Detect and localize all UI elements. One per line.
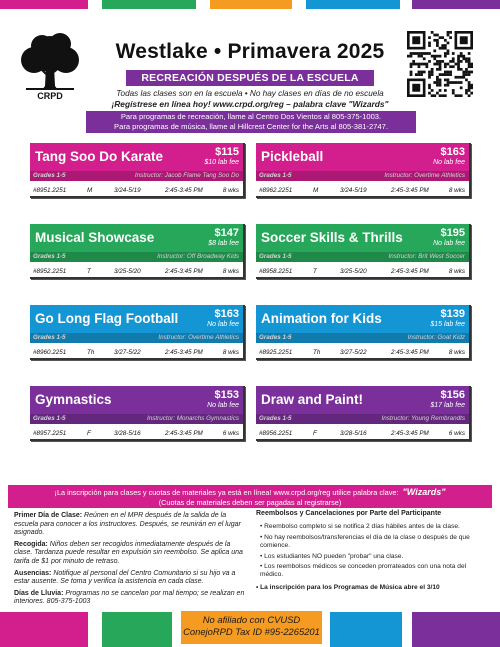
schedule-note: Todas las clases son en la escuela • No hay clases en días de no escuela xyxy=(116,89,384,98)
lab-fee: $17 lab fee xyxy=(430,402,465,409)
refund-item: • Reembolso completo si se notifica 2 días hábiles antes de la clase. xyxy=(260,523,460,531)
card-subheader xyxy=(30,252,243,262)
class-name: Soccer Skills & Thrills xyxy=(261,230,403,245)
card-header xyxy=(256,224,469,252)
card-subheader xyxy=(30,333,243,343)
page-title: Westlake • Primavera 2025 xyxy=(115,40,385,63)
instructor: Instructor: Overtime Athletics xyxy=(384,172,465,179)
bottom-color-bar-green xyxy=(102,612,172,647)
top-color-bar-purple xyxy=(412,0,500,9)
lab-fee: No lab fee xyxy=(433,159,465,166)
bottom-color-bar-magenta xyxy=(0,612,88,647)
logo-text: CRPD xyxy=(37,91,63,101)
rain-text: Programas no se cancelan por mal tiempo; se realizan en interiores. 805-375-1003 xyxy=(14,589,245,606)
class-card xyxy=(30,305,245,360)
card-header xyxy=(30,224,243,252)
first-day-label: Primer Día de Clase: xyxy=(14,512,83,519)
class-weeks: 8 wks xyxy=(222,268,239,275)
card-subheader xyxy=(30,414,243,424)
lab-fee: $15 lab fee xyxy=(430,321,465,328)
class-card xyxy=(256,305,471,360)
materials-note: (Cuotas de materiales deben ser pagadas al registrarse) xyxy=(158,498,342,507)
first-day-text: Reúnen en el MPR después de la salida de la escuela para conocer a los instructores. Después, se reunirán en el lugar asignado. xyxy=(14,512,241,537)
class-weeks: 6 wks xyxy=(222,430,239,437)
class-name: Gymnastics xyxy=(35,392,112,407)
class-weeks: 6 wks xyxy=(448,430,465,437)
music-registration-note: • La inscripción para los Programas de Música abre el 3/10 xyxy=(256,583,440,591)
class-name: Tang Soo Do Karate xyxy=(35,149,164,164)
class-day: T xyxy=(87,268,91,275)
grades: Grades 1-5 xyxy=(33,415,66,422)
class-weeks: 8 wks xyxy=(222,187,239,194)
class-time: 2:45-3:45 PM xyxy=(165,430,203,437)
lab-fee: No lab fee xyxy=(207,402,239,409)
card-subheader xyxy=(256,333,469,343)
class-code: #8958.2251 xyxy=(259,268,293,275)
class-price: $153 xyxy=(214,389,239,401)
top-color-bar-magenta xyxy=(0,0,88,9)
class-dates: 3/25-5/20 xyxy=(114,268,141,275)
class-day: T xyxy=(313,268,317,275)
class-weeks: 8 wks xyxy=(448,268,465,275)
pickup-label: Recogida: xyxy=(14,540,48,548)
class-name: Musical Showcase xyxy=(35,230,155,245)
lab-fee: $8 lab fee xyxy=(208,240,239,247)
class-weeks: 8 wks xyxy=(448,349,465,356)
class-code: #8960.2251 xyxy=(33,349,67,356)
class-day: F xyxy=(87,430,91,437)
class-name: Draw and Paint! xyxy=(261,392,364,407)
class-price: $147 xyxy=(214,227,239,239)
class-card xyxy=(256,386,471,441)
footer-box xyxy=(181,611,322,644)
card-header xyxy=(30,386,243,414)
class-time: 2:45-3:45 PM xyxy=(165,187,203,194)
class-day: F xyxy=(313,430,317,437)
grades: Grades 1-5 xyxy=(259,415,292,422)
class-dates: 3/24-5/19 xyxy=(114,187,141,194)
refund-item: • Los reembolsos médicos se conceden prorrateados con una nota del médico. xyxy=(260,563,467,579)
registration-keyword: "Wizards" xyxy=(402,487,446,497)
refund-item: • Los estudiantes NO pueden "probar" una clase. xyxy=(260,552,404,560)
footer-tax-id: ConejoRPD Tax ID #95-2265201 xyxy=(183,626,320,637)
class-weeks: 8 wks xyxy=(222,349,239,356)
grades: Grades 1-5 xyxy=(259,334,292,341)
top-color-bar-orange xyxy=(210,0,292,9)
class-price: $156 xyxy=(440,389,465,401)
refund-item: • No hay reembolsos/transferencias el día de la clase o después de que comience. xyxy=(260,533,470,550)
registration-line: ¡La inscripción para clases y cuotas de materiales ya está en línea! www.crpd.org/reg utilice palabra clave: xyxy=(54,488,399,497)
class-card xyxy=(256,143,471,198)
class-day: Th xyxy=(313,349,321,356)
class-price: $195 xyxy=(440,227,465,239)
grades: Grades 1-5 xyxy=(33,334,66,341)
class-card xyxy=(256,224,471,279)
class-time: 2:45-3:45 PM xyxy=(165,268,203,275)
instructor: Instructor: Monarchs Gymnastics xyxy=(146,415,239,422)
class-day: M xyxy=(87,187,93,194)
class-name: Pickleball xyxy=(261,149,324,164)
card-header xyxy=(30,143,243,171)
class-day: M xyxy=(313,187,319,194)
card-subheader xyxy=(256,171,469,181)
recreation-phone: Para programas de recreación, llame al Centro Dos Vientos al 805-375-1003. xyxy=(120,112,382,121)
crpd-logo xyxy=(12,30,88,104)
card-subheader xyxy=(30,171,243,181)
class-code: #8951.2251 xyxy=(33,187,67,194)
instructor: Instructor: Goat Kidz xyxy=(407,334,465,341)
class-time: 2:45-3:45 PM xyxy=(391,268,429,275)
register-online-note: ¡Regístrese en línea hoy! www.crpd.org/reg – palabra clave "Wizards" xyxy=(111,99,389,109)
refund-heading: Reembolsos y Cancelaciones por Parte del Participante xyxy=(256,510,442,517)
pickup-text: Niños deben ser recogidos inmediatamente después de la clase. Tardanza puede resultar en expulsión sin reembolso. Se aplica una tarifa de $1 por minuto de retraso. xyxy=(14,540,243,565)
class-dates: 3/27-5/22 xyxy=(340,349,367,356)
class-price: $163 xyxy=(214,308,239,320)
class-card xyxy=(30,143,245,198)
class-time: 2:45-3:45 PM xyxy=(391,349,429,356)
class-dates: 3/28-5/16 xyxy=(114,430,141,437)
registration-banner xyxy=(8,485,492,508)
class-dates: 3/28-5/16 xyxy=(340,430,367,437)
grades: Grades 1-5 xyxy=(33,172,66,179)
card-subheader xyxy=(256,414,469,424)
card-header xyxy=(256,386,469,414)
lab-fee: No lab fee xyxy=(433,240,465,247)
grades: Grades 1-5 xyxy=(259,253,292,260)
class-dates: 3/25-5/20 xyxy=(340,268,367,275)
class-code: #8962.2251 xyxy=(259,187,293,194)
instructor: Instructor: Off Broadway Kids xyxy=(157,253,239,260)
bottom-color-bar-purple xyxy=(412,612,500,647)
class-card xyxy=(30,386,245,441)
card-subheader xyxy=(256,252,469,262)
contact-box xyxy=(86,111,416,133)
top-color-bar-green xyxy=(102,0,196,9)
lab-fee: No lab fee xyxy=(207,321,239,328)
instructor: Instructor: Overtime Athletics xyxy=(158,334,239,341)
class-code: #8956.2251 xyxy=(259,430,293,437)
class-card xyxy=(30,224,245,279)
card-header xyxy=(256,305,469,333)
music-phone: Para programas de música, llame al Hillcrest Center for the Arts al 805-381-2747. xyxy=(114,122,388,131)
instructor: Instructor: Young Rembrandts xyxy=(381,415,465,422)
bottom-color-bar-blue xyxy=(330,612,402,647)
policy-info xyxy=(14,512,250,610)
rain-label: Días de Lluvia: xyxy=(14,589,64,597)
class-day: Th xyxy=(87,349,95,356)
grades: Grades 1-5 xyxy=(33,253,66,260)
grades: Grades 1-5 xyxy=(259,172,292,179)
class-dates: 3/24-5/19 xyxy=(340,187,367,194)
subtitle-banner: RECREACIÓN DESPUÉS DE LA ESCUELA xyxy=(126,70,374,86)
absence-label: Ausencias: xyxy=(14,569,52,577)
class-dates: 3/27-5/22 xyxy=(114,349,141,356)
refund-policy xyxy=(256,510,482,594)
class-time: 2:45-3:45 PM xyxy=(165,349,203,356)
qr-code[interactable] xyxy=(407,31,473,97)
class-name: Animation for Kids xyxy=(261,311,382,326)
class-price: $115 xyxy=(215,146,239,158)
class-weeks: 8 wks xyxy=(448,187,465,194)
instructor: Instructor: Brit West Soccer xyxy=(388,253,465,260)
class-time: 2:45-3:45 PM xyxy=(391,430,429,437)
absence-text: Notifique al personal del Centro Comunitario si su hijo va a estar ausente. Se toma y verifica la asistencia en cada clase. xyxy=(14,569,236,586)
lab-fee: $10 lab fee xyxy=(204,159,239,166)
card-header xyxy=(256,143,469,171)
footer-affiliation: No afiliado con CVUSD xyxy=(202,614,301,625)
card-header xyxy=(30,305,243,333)
class-code: #8925.2251 xyxy=(259,349,293,356)
class-price: $163 xyxy=(440,146,465,158)
instructor: Instructor: Jacob Flame Tang Soo Do xyxy=(134,172,239,179)
class-name: Go Long Flag Football xyxy=(35,311,179,326)
class-code: #8957.2251 xyxy=(33,430,67,437)
class-time: 2:45-3:45 PM xyxy=(391,187,429,194)
class-code: #8952.2251 xyxy=(33,268,67,275)
top-color-bar-blue xyxy=(306,0,400,9)
class-price: $139 xyxy=(440,308,465,320)
